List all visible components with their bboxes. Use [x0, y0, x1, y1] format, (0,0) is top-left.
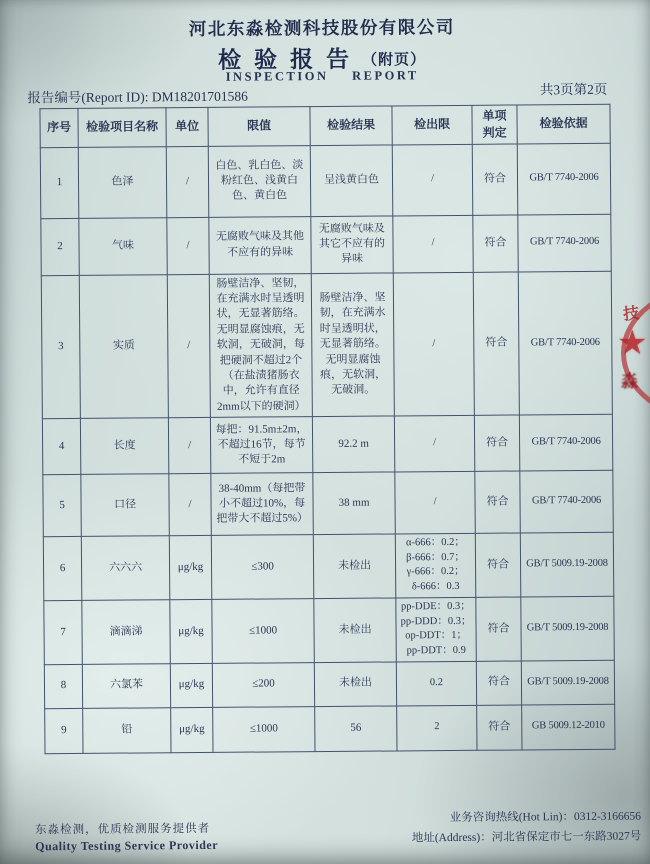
cell-no: 2 — [41, 218, 79, 275]
cell-detection: pp-DDE：0.3； pp-DDD：0.3； op-DDT：1； pp-DDT：0.9 — [396, 597, 476, 661]
col-header-limit: 限值 — [208, 107, 310, 146]
table-row — [45, 704, 615, 753]
cell-limit: 肠壁洁净、坚韧，在充满水时呈透明状，无显著筋络。无明显腐蚀痕，无软洞，无破洞，每把硬洞不超过2个（在盐渍猪肠衣中，允许有直径2mm以下的硬洞） — [209, 273, 312, 417]
cell-detection: 0.2 — [396, 661, 476, 706]
cell-unit: / — [169, 474, 211, 536]
col-header-basis: 检验依据 — [517, 104, 610, 143]
cell-basis: GB/T 7740-2006 — [518, 271, 612, 415]
cell-detection: / — [394, 415, 474, 472]
cell-unit: μg/kg — [170, 599, 212, 663]
cell-unit: / — [166, 146, 209, 217]
cell-limit: 无腐败气味及其他不应有的异味 — [209, 216, 311, 274]
cell-unit: / — [167, 274, 210, 418]
report-title-suffix: （附页） — [362, 52, 427, 69]
col-header-unit: 单位 — [166, 107, 208, 146]
cell-item: 色泽 — [78, 146, 167, 218]
cell-item: 铅 — [83, 707, 171, 753]
table-row — [41, 271, 612, 419]
company-name: 河北东淼检测科技股份有限公司 — [188, 16, 455, 40]
col-header-judgment: 单项 判定 — [472, 105, 517, 144]
footer-address: 地址(Address)：河北省保定市七一东路3027号 — [411, 830, 642, 844]
report-id: 报告编号(Report ID): DM18201701586 — [27, 88, 248, 106]
cell-item: 口径 — [81, 474, 169, 537]
cell-item: 实质 — [79, 274, 168, 418]
col-header-detection: 检出限 — [392, 105, 472, 144]
cell-limit: 38-40mm（每把带小不超过10%，每把带大不超过5%） — [211, 473, 313, 536]
meta-row — [27, 82, 613, 105]
footer-hotline: 业务咨询热线(Hot Lin)：0312-3166656 — [449, 810, 642, 825]
col-header-result: 检验结果 — [310, 106, 392, 145]
cell-limit: 每把：91.5m±2m，不超过16节，每节不短于2m — [210, 417, 312, 474]
cell-result: 未检出 — [313, 534, 395, 598]
col-header-no: 序号 — [40, 108, 78, 147]
table-row — [42, 414, 612, 474]
footer-provider-en: Quality Testing Service Provider — [35, 837, 219, 854]
cell-judgment: 符合 — [477, 705, 522, 750]
table-row — [41, 214, 611, 275]
cell-result: 肠壁洁净、坚韧，在充满水时呈透明状，无显著筋络。无明显腐蚀痕，无软洞，无破洞。 — [311, 273, 394, 417]
col-header-item: 检验项目名称 — [78, 108, 166, 147]
report-title-en: INSPECTION REPORT — [225, 68, 419, 84]
cell-limit: ≤200 — [212, 662, 314, 707]
seal-char-top: 技 — [622, 305, 641, 324]
cell-basis: GB/T 7740-2006 — [518, 214, 611, 272]
cell-judgment: 符合 — [473, 215, 518, 272]
cell-result: 未检出 — [314, 662, 396, 707]
cell-item: 六氯苯 — [82, 663, 170, 708]
cell-no: 1 — [40, 147, 79, 218]
cell-unit: μg/kg — [171, 707, 213, 752]
cell-judgment: 符合 — [476, 661, 521, 705]
cell-basis: GB 5009.12-2010 — [522, 704, 615, 750]
cell-result: 无腐败气味及其它不应有的异味 — [311, 216, 393, 274]
footer-provider-cn: 东淼检测，优质检测服务提供者 — [35, 822, 211, 837]
cell-judgment: 符合 — [473, 272, 519, 416]
cell-no: 9 — [45, 708, 83, 753]
seal-star-icon: ★ — [617, 325, 648, 362]
cell-detection: 2 — [397, 705, 477, 751]
footer-provider — [35, 820, 218, 854]
cell-detection: / — [395, 471, 475, 534]
table-row — [43, 470, 613, 536]
cell-basis: GB/T 7740-2006 — [520, 470, 613, 533]
cell-result: 56 — [315, 706, 397, 752]
table-row — [40, 143, 611, 218]
cell-unit: μg/kg — [170, 663, 212, 707]
cell-unit: μg/kg — [169, 536, 211, 600]
cell-unit: / — [167, 217, 209, 274]
cell-judgment: 符合 — [476, 597, 521, 661]
cell-detection: / — [393, 272, 474, 416]
cell-result: 38 mm — [313, 472, 395, 535]
table-row — [43, 532, 613, 600]
cell-no: 5 — [43, 475, 81, 537]
table-row — [44, 660, 614, 708]
cell-result: 呈浅黄白色 — [310, 145, 393, 217]
cell-no: 7 — [44, 600, 82, 664]
cell-no: 4 — [42, 419, 80, 475]
cell-item: 六六六 — [81, 536, 169, 600]
cell-limit: 白色、乳白色、淡粉红色、浅黄白色、黄白色 — [208, 145, 311, 217]
cell-detection: α-666：0.2； β-666：0.7； γ-666：0.2； δ-666：0.3 — [395, 533, 475, 597]
cell-no: 6 — [43, 537, 81, 601]
cell-detection: / — [393, 215, 473, 273]
cell-basis: GB/T 7740-2006 — [517, 143, 611, 215]
cell-basis: GB/T 5009.19-2008 — [520, 532, 613, 596]
cell-judgment: 符合 — [475, 471, 520, 533]
page-info: 共3页第2页 — [539, 81, 608, 98]
cell-item: 滴滴涕 — [82, 600, 170, 664]
inspection-table — [39, 104, 615, 754]
cell-item: 气味 — [79, 217, 167, 275]
cell-basis: GB/T 7740-2006 — [519, 414, 612, 471]
table-header-row — [40, 104, 610, 147]
cell-limit: ≤300 — [211, 535, 313, 600]
cell-no: 3 — [41, 275, 80, 419]
cell-item: 长度 — [80, 418, 168, 475]
cell-basis: GB/T 5009.19-2008 — [521, 596, 614, 660]
cell-result: 未检出 — [314, 598, 396, 662]
cell-judgment: 符合 — [475, 533, 520, 597]
cell-judgment: 符合 — [472, 144, 518, 215]
cell-judgment: 符合 — [474, 415, 519, 471]
cell-unit: / — [168, 418, 210, 474]
cell-basis: GB/T 5009.19-2008 — [521, 660, 614, 705]
cell-limit: ≤1000 — [212, 598, 314, 663]
seal-char-bottom: 淼 — [621, 372, 638, 391]
table-row — [44, 596, 614, 664]
cell-result: 92.2 m — [312, 416, 394, 473]
report-title: 检验报告 — [217, 46, 363, 73]
cell-limit: ≤1000 — [213, 706, 315, 752]
cell-detection: / — [392, 144, 473, 216]
cell-no: 8 — [44, 664, 82, 708]
footer-contact — [412, 808, 642, 849]
